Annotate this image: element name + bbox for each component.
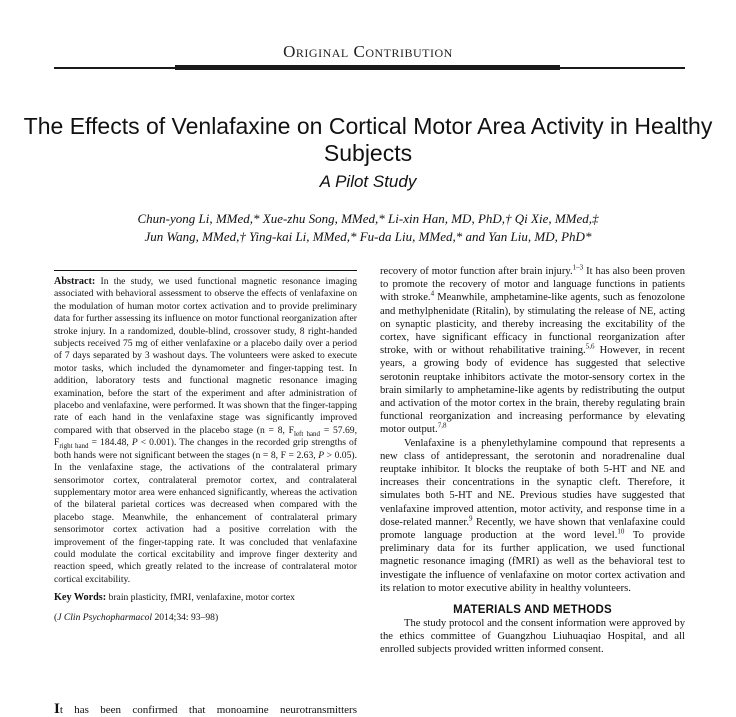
keywords-text: brain plasticity, fMRI, venlafaxine, motor cortex <box>106 592 295 604</box>
body-paragraph: The study protocol and the consent information were approved by the ethics committee of Guangzhou Liuhuaqiao Hospital, and all enrolled subjects provided written informed consent. <box>380 618 685 656</box>
citation-superscript: 1–3 <box>572 263 584 272</box>
citation-superscript: 10 <box>617 527 625 536</box>
body-text: However, in recent years, a growing body of evidence has suggested that selective serotonin reuptake inhibitors activate the motor-sensory cortex in the brain similarly to amphetamine-like agents by redistributing the output and activation of the motor cortex in the brain, thereby regulating brain functional reorganization and increasing performance by elevating motor output. <box>380 345 685 436</box>
citation-superscript: 9 <box>469 514 473 523</box>
body-paragraph <box>380 265 685 437</box>
authors-line-1: Chun-yong Li, MMed,* Xue-zhu Song, MMed,* Li-xin Han, MD, PhD,† Qi Xie, MMed,‡ <box>137 211 599 226</box>
p-value-symbol: P <box>131 437 138 449</box>
intro-text: t has been confirmed that monoamine neurotransmitters <box>59 704 357 716</box>
citation <box>54 612 357 624</box>
body-text: Recently, we have shown that venlafaxine could promote language production at the word level. <box>380 516 685 542</box>
article-subtitle: A Pilot Study <box>319 172 417 191</box>
body-text: Venlafaxine is a phenylethylamine compound that represents a new class of antidepressant, the serotonin and noradrenaline dual reuptake inhibitor. It blocks the reuptake of both 5-HT and NE and increases their concentrations in the synaptic cleft. Therefore, it simulates both 5-HT and NE. Previous studies have suggested that venlafaxine improved attention, motor activity, and response time in a dose-related manner. <box>380 437 685 528</box>
keywords <box>54 592 357 604</box>
abstract-text: > 0.05). In the venlafaxine stage, the activations of the contralateral primary sensorimotor cortex, contralateral premotor cortex, and contralateral supplementary motor area were enhanced significantly, whereas the activation of the bilateral parietal cortices was decreased when compared with the placebo stage. Meanwhile, the enhancement of contralateral primary sensorimotor cortex activation had a positive correlation with the improvement of the finger-tapping rate. It was concluded that venlafaxine could modulate the cortical excitability and improve finger dexterity and reaction speed, which greatly related to the increase of contralateral motor cortical excitability. <box>54 449 357 585</box>
intro-paragraph <box>54 703 357 717</box>
article-title: The Effects of Venlafaxine on Cortical Motor Area Activity in Healthy Subjects <box>23 113 713 166</box>
body-text: recovery of motor function after brain injury. <box>380 266 573 277</box>
body-column-right <box>380 265 685 657</box>
section-heading-materials-methods: MATERIALS AND METHODS <box>453 604 612 617</box>
abstract-label: Abstract: <box>54 276 96 287</box>
authors-line-2: Jun Wang, MMed,† Ying-kai Li, MMed,* Fu-da Liu, MMed,* and Yan Liu, MD, PhD* <box>144 229 592 244</box>
abstract-column <box>54 276 357 624</box>
body-text: It has also been proven to promote the recovery of motor and language functions in patients with stroke. <box>380 266 685 304</box>
author-list <box>0 210 736 246</box>
body-text: To provide preliminary data for its further application, we used functional magnetic resonance imaging (fMRI) as well as the behavioral test to investigate the influence of venlafaxine on motor cortex activation and its relation to motor executive ability in healthy volunteers. <box>380 530 685 594</box>
citation-superscript: 4 <box>430 289 435 298</box>
citation-superscript: 5,6 <box>585 342 595 351</box>
citation-details: 2014;34: 93–98) <box>152 611 219 623</box>
keywords-label: Key Words: <box>54 592 107 604</box>
abstract-text: = 184.48, <box>88 437 132 449</box>
abstract <box>54 276 357 586</box>
drop-cap: I <box>54 703 60 717</box>
citation-superscript: 7,8 <box>437 421 447 430</box>
subscript-right-hand: right hand <box>59 442 89 451</box>
body-text: Meanwhile, amphetamine-like agents, such as fenozolone and methylphenidate (Ritalin), by stimulating the release of NE, acting on synaptic plasticity, and thereby increasing the excitability of the cortex, have significant efficacy in functional reorganization after stroke, with or without rehabilitative training. <box>380 292 685 357</box>
subscript-left-hand: left hand <box>294 429 321 438</box>
abstract-divider <box>54 270 357 271</box>
abstract-text: < 0.001). The changes in the recorded grip strengths of both hands were not significant between the stages (n = 8, F = 2.63, <box>54 437 358 461</box>
header-rule-thick <box>175 65 560 70</box>
abstract-text: = 57.69, F <box>54 424 357 449</box>
body-paragraph <box>380 437 685 595</box>
citation-paren: ( <box>54 611 58 623</box>
p-value-symbol: P <box>318 449 325 461</box>
abstract-text: In the study, we used functional magnetic resonance imaging associated with behavioral assessment to observe the effects of venlafaxine on the modulation of human motor cortex activation and to provide preliminary data for further assessing its influence on motor functional reorganization after stroke injury. In a randomized, double-blind, crossover study, 8 right-handed subjects received 75 mg of either venlafaxine or a placebo daily over a period of 7 days separated by 3 washout days. The volunteers were asked to execute motor tasks, which included the dynamometer and finger-tapping test. In addition, laboratory tests and functional magnetic resonance imaging examination, before the start of the experiment and after administration of placebo and venlafaxine, were performed. It was shown that the finger-tapping rate of each hand in the venlafaxine stage was significantly improved compared with that observed in the placebo stage (n = 8, F <box>54 276 357 436</box>
section-label: Original Contribution <box>283 42 453 61</box>
journal-name: J Clin Psychopharmacol <box>57 611 153 623</box>
